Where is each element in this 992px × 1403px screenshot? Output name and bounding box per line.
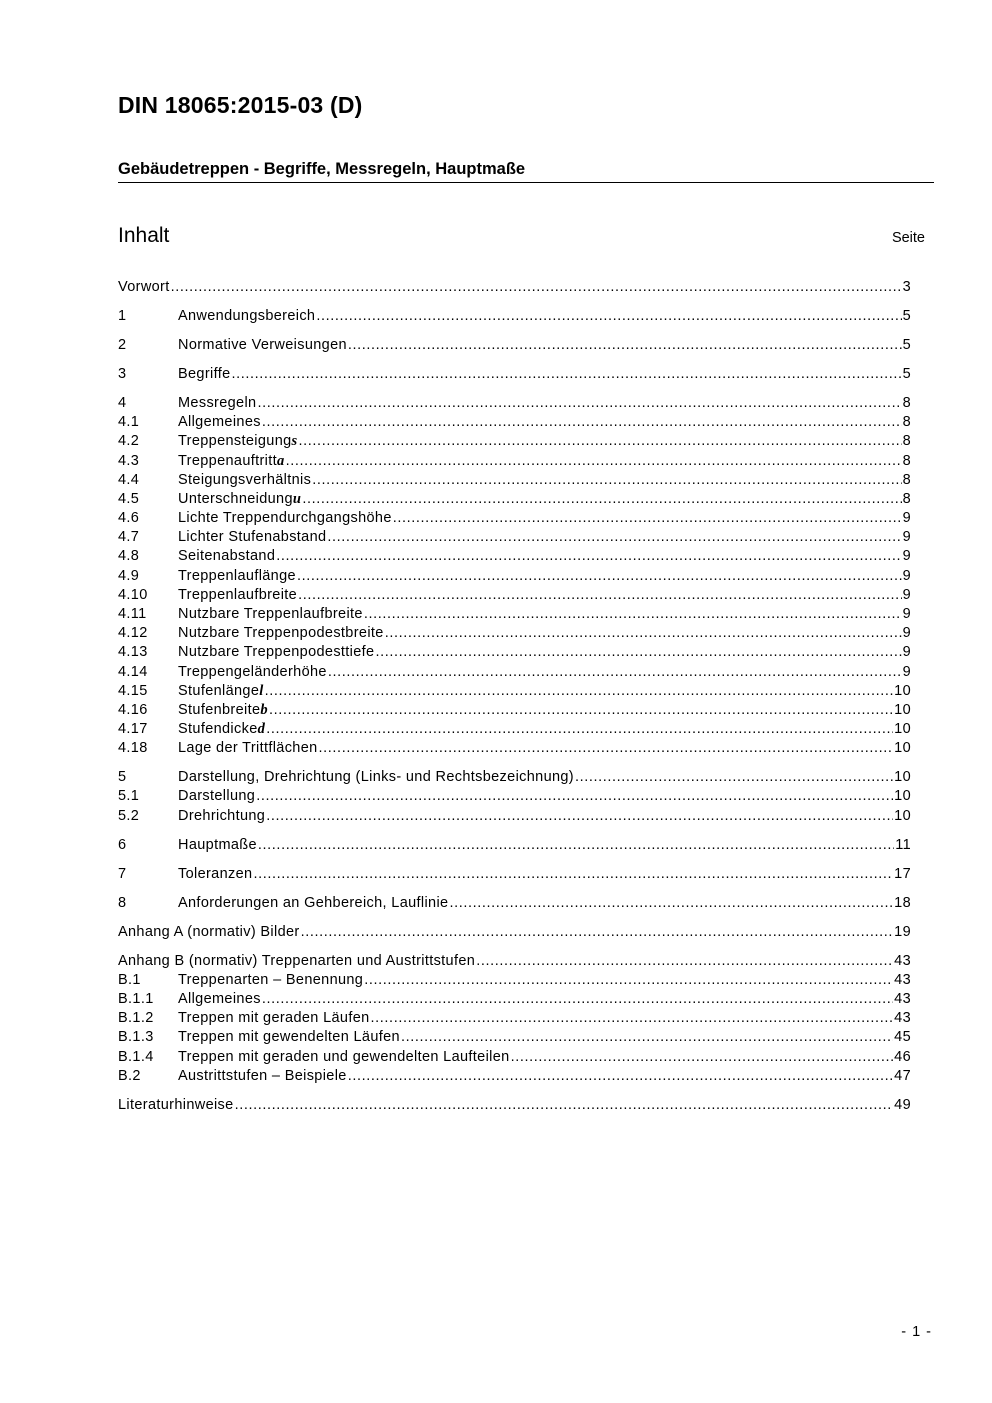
dot-leader xyxy=(276,547,901,566)
toc-entry-title: Treppengeländerhöhe xyxy=(178,663,327,680)
toc-entry-title: Nutzbare Treppenpodesttiefe xyxy=(178,644,375,661)
toc-entry[interactable] xyxy=(118,567,911,586)
toc-entry-number: B.1.4 xyxy=(118,1048,154,1065)
toc-entry-number: 4.8 xyxy=(118,548,140,565)
toc-entry[interactable] xyxy=(118,336,911,355)
toc-entry-page: 46 xyxy=(894,1048,911,1065)
dot-leader xyxy=(364,971,893,990)
toc-entry[interactable] xyxy=(118,432,911,451)
toc-entry[interactable] xyxy=(118,624,911,643)
toc-entry-title: Drehrichtung xyxy=(178,807,266,824)
toc-entry[interactable] xyxy=(118,605,911,624)
dot-leader xyxy=(371,1009,894,1028)
toc-entry-number: 4.4 xyxy=(118,471,140,488)
toc-entry-page: 3 xyxy=(902,279,911,295)
toc-entry-page: 43 xyxy=(894,990,911,1007)
toc-entry-title: Anwendungsbereich xyxy=(178,307,316,324)
toc-entry-page: 8 xyxy=(902,490,911,507)
toc-entry-number: 4.12 xyxy=(118,625,148,642)
toc-entry-title: Allgemeines xyxy=(178,414,261,431)
toc-entry[interactable] xyxy=(118,952,911,971)
toc-entry-title: Unterschneidung xyxy=(178,490,293,507)
toc-entry-title: Treppen mit geraden Läufen xyxy=(178,1010,370,1027)
toc-entry-page: 9 xyxy=(902,625,911,642)
toc-entry-page: 10 xyxy=(894,769,911,786)
toc-entry-page: 17 xyxy=(894,865,911,882)
toc-entry-number: 4.15 xyxy=(118,682,148,699)
toc-entry[interactable] xyxy=(118,971,911,990)
toc-entry-title: Stufenlänge xyxy=(178,682,260,699)
toc-entry-title: Lage der Trittflächen xyxy=(178,740,318,757)
toc-entry-page: 9 xyxy=(902,567,911,584)
toc-entry-symbol: s xyxy=(291,433,298,450)
toc-entry-title: Seitenabstand xyxy=(178,548,276,565)
toc-entry[interactable] xyxy=(118,278,911,297)
footer-page-number: - 1 - xyxy=(901,1324,932,1340)
toc-entry-title: Literaturhinweise xyxy=(118,1096,234,1113)
toc-entry[interactable] xyxy=(118,807,911,826)
dot-leader xyxy=(266,720,893,739)
dot-leader xyxy=(258,836,894,855)
toc-entry-symbol: b xyxy=(260,701,269,718)
dot-leader xyxy=(262,990,893,1009)
toc-entry-number: 2 xyxy=(118,336,127,353)
toc-entry-page: 5 xyxy=(902,336,911,353)
toc-entry-page: 45 xyxy=(894,1029,911,1046)
dot-leader xyxy=(348,1067,893,1086)
toc-entry-number: 7 xyxy=(118,865,127,882)
toc-entry-number: B.2 xyxy=(118,1067,141,1084)
dot-leader xyxy=(449,894,893,913)
dot-leader xyxy=(476,952,893,971)
dot-leader xyxy=(257,394,901,413)
toc-entry[interactable] xyxy=(118,787,911,806)
toc-entry-title: Treppensteigung xyxy=(178,433,292,450)
dot-leader xyxy=(511,1048,894,1067)
dot-leader xyxy=(265,682,894,701)
toc-entry-number: 4.14 xyxy=(118,663,148,680)
toc-entry-page: 10 xyxy=(894,721,911,738)
toc-entry-title: Anhang A (normativ) Bilder xyxy=(118,923,300,940)
document-title: Gebäudetreppen - Begriffe, Messregeln, Hauptmaße xyxy=(118,160,934,183)
toc-entry-symbol: u xyxy=(292,490,302,507)
dot-leader xyxy=(299,432,902,451)
dot-leader xyxy=(253,865,893,884)
toc-entry-symbol: a xyxy=(277,452,285,469)
toc-entry-title: Lichter Stufenabstand xyxy=(178,529,327,546)
dot-leader xyxy=(327,528,901,547)
toc-entry-title: Darstellung xyxy=(178,788,256,805)
toc-entry[interactable] xyxy=(118,1028,911,1047)
toc-entry-number: 5 xyxy=(118,769,127,786)
toc-entry[interactable] xyxy=(118,643,911,662)
toc-entry-title: Treppenarten – Benennung xyxy=(178,971,364,988)
toc-entry[interactable] xyxy=(118,490,911,509)
toc-entry[interactable] xyxy=(118,452,911,471)
toc-entry-number: 4.18 xyxy=(118,740,148,757)
toc-entry-page: 9 xyxy=(902,644,911,661)
dot-leader xyxy=(297,567,902,586)
toc-entry[interactable] xyxy=(118,365,911,384)
toc-entry-number: 4.6 xyxy=(118,510,140,527)
toc-entry-page: 10 xyxy=(894,701,911,718)
toc-entry-title: Lichte Treppendurchgangshöhe xyxy=(178,510,392,527)
toc-entry-title: Anhang B (normativ) Treppenarten und Austrittstufen xyxy=(118,952,476,969)
toc-entry-number: 1 xyxy=(118,307,127,324)
toc-entry-title: Treppenlaufbreite xyxy=(178,586,298,603)
toc-entry-number: 5.1 xyxy=(118,788,140,805)
dot-leader xyxy=(364,605,902,624)
toc-entry-page: 19 xyxy=(894,923,911,940)
toc-entry-page: 43 xyxy=(894,971,911,988)
table-of-contents xyxy=(118,278,911,1115)
toc-entry[interactable] xyxy=(118,1067,911,1086)
toc-entry[interactable] xyxy=(118,739,911,758)
toc-entry-title: Begriffe xyxy=(178,365,231,382)
toc-entry[interactable] xyxy=(118,1096,911,1115)
toc-entry[interactable] xyxy=(118,547,911,566)
toc-entry-title: Steigungsverhältnis xyxy=(178,471,312,488)
dot-leader xyxy=(393,509,902,528)
toc-entry-number: 4.10 xyxy=(118,586,148,603)
toc-entry-number: 4.11 xyxy=(118,606,147,622)
toc-entry-number: 4.5 xyxy=(118,490,140,507)
document-id: DIN 18065:2015-03 (D) xyxy=(118,92,363,118)
toc-entry[interactable] xyxy=(118,682,911,701)
toc-entry-page: 5 xyxy=(902,307,911,324)
dot-leader xyxy=(235,1096,894,1115)
dot-leader xyxy=(232,365,902,384)
dot-leader xyxy=(312,471,901,490)
toc-entry-title: Darstellung, Drehrichtung (Links- und Rechtsbezeichnung) xyxy=(178,769,574,786)
toc-entry-page: 9 xyxy=(902,548,911,565)
toc-entry[interactable] xyxy=(118,894,911,913)
toc-entry[interactable] xyxy=(118,836,911,855)
toc-entry-number: 4.2 xyxy=(118,433,140,450)
toc-entry-page: 9 xyxy=(902,606,911,622)
toc-page-label: Seite xyxy=(891,230,925,246)
dot-leader xyxy=(286,452,902,471)
toc-entry-page: 8 xyxy=(902,471,911,488)
dot-leader xyxy=(401,1028,893,1047)
toc-entry-number: 4.13 xyxy=(118,644,148,661)
dot-leader xyxy=(256,787,893,806)
toc-entry-title: Stufenbreite xyxy=(178,701,261,718)
dot-leader xyxy=(385,624,902,643)
toc-entry-page: 8 xyxy=(902,394,911,411)
toc-entry-page: 11 xyxy=(895,836,911,853)
toc-entry-title: Treppen mit gewendelten Läufen xyxy=(178,1029,400,1046)
toc-entry-title: Treppenauftritt xyxy=(178,452,278,469)
toc-entry-page: 10 xyxy=(894,788,911,805)
dot-leader xyxy=(262,413,902,432)
toc-entry-title: Vorwort xyxy=(118,279,170,295)
dot-leader xyxy=(328,663,902,682)
toc-entry-title: Treppen mit geraden und gewendelten Laufteilen xyxy=(178,1048,510,1065)
toc-entry-number: 8 xyxy=(118,894,127,911)
toc-entry-page: 49 xyxy=(894,1096,911,1113)
toc-entry[interactable] xyxy=(118,923,911,942)
toc-entry-number: 4.7 xyxy=(118,529,140,546)
dot-leader xyxy=(575,768,893,787)
toc-entry-title: Nutzbare Treppenlaufbreite xyxy=(178,606,363,622)
toc-entry[interactable] xyxy=(118,768,911,787)
toc-entry-number: B.1 xyxy=(118,971,141,988)
dot-leader xyxy=(266,807,893,826)
toc-entry-title: Toleranzen xyxy=(178,865,253,882)
toc-entry-number: B.1.2 xyxy=(118,1010,154,1027)
toc-entry[interactable] xyxy=(118,307,911,326)
toc-entry-title: Stufendicke xyxy=(178,721,258,738)
toc-entry-title: Normative Verweisungen xyxy=(178,336,347,353)
toc-entry[interactable] xyxy=(118,413,911,432)
toc-entry-page: 8 xyxy=(902,414,911,431)
toc-entry-number: 4.9 xyxy=(118,567,140,584)
dot-leader xyxy=(375,643,901,662)
toc-entry[interactable] xyxy=(118,720,911,739)
toc-entry-number: 4.3 xyxy=(118,452,140,469)
dot-leader xyxy=(348,336,902,355)
toc-entry-number: 4 xyxy=(118,394,127,411)
toc-entry[interactable] xyxy=(118,663,911,682)
dot-leader xyxy=(301,923,894,942)
dot-leader xyxy=(298,586,902,605)
toc-entry[interactable] xyxy=(118,509,911,528)
toc-entry[interactable] xyxy=(118,1009,911,1028)
toc-entry-page: 43 xyxy=(894,952,911,969)
toc-entry-page: 43 xyxy=(894,1010,911,1027)
toc-entry-number: 4.17 xyxy=(118,721,148,738)
toc-entry[interactable] xyxy=(118,471,911,490)
toc-entry-number: 6 xyxy=(118,836,127,853)
toc-entry-title: Austrittstufen – Beispiele xyxy=(178,1067,347,1084)
toc-entry-page: 8 xyxy=(902,452,911,469)
toc-entry-page: 47 xyxy=(894,1067,911,1084)
dot-leader xyxy=(302,490,901,509)
toc-entry-title: Nutzbare Treppenpodestbreite xyxy=(178,625,384,642)
toc-entry-title: Hauptmaße xyxy=(178,836,257,853)
toc-entry-page: 18 xyxy=(894,894,911,911)
toc-entry-symbol: d xyxy=(257,721,266,738)
toc-entry[interactable] xyxy=(118,528,911,547)
toc-entry[interactable] xyxy=(118,990,911,1009)
toc-entry-page: 10 xyxy=(894,740,911,757)
toc-entry-number: 5.2 xyxy=(118,807,140,824)
toc-entry-page: 5 xyxy=(902,365,911,382)
dot-leader xyxy=(269,701,893,720)
toc-entry[interactable] xyxy=(118,701,911,720)
toc-entry-title: Treppenlauflänge xyxy=(178,567,296,584)
toc-heading: Inhalt xyxy=(118,224,170,247)
toc-entry-title: Anforderungen an Gehbereich, Lauflinie xyxy=(178,894,449,911)
toc-entry-page: 9 xyxy=(902,529,911,546)
toc-entry-symbol: l xyxy=(259,682,264,699)
dot-leader xyxy=(319,739,894,758)
toc-entry-page: 9 xyxy=(902,510,911,527)
toc-entry-number: 4.16 xyxy=(118,701,148,718)
toc-entry-number: 4.1 xyxy=(118,414,140,431)
toc-entry-page: 9 xyxy=(902,663,911,680)
toc-entry[interactable] xyxy=(118,1048,911,1067)
toc-entry[interactable] xyxy=(118,394,911,413)
toc-entry-title: Allgemeines xyxy=(178,990,261,1007)
dot-leader xyxy=(316,307,901,326)
toc-entry-title: Messregeln xyxy=(178,394,257,411)
toc-entry-number: 3 xyxy=(118,365,127,382)
toc-entry[interactable] xyxy=(118,586,911,605)
toc-entry[interactable] xyxy=(118,865,911,884)
toc-entry-page: 9 xyxy=(902,586,911,603)
toc-entry-page: 8 xyxy=(902,433,911,450)
toc-entry-number: B.1.3 xyxy=(118,1029,154,1046)
toc-entry-page: 10 xyxy=(894,682,911,699)
dot-leader xyxy=(171,278,902,297)
toc-entry-page: 10 xyxy=(894,807,911,824)
toc-entry-number: B.1.1 xyxy=(118,990,154,1007)
